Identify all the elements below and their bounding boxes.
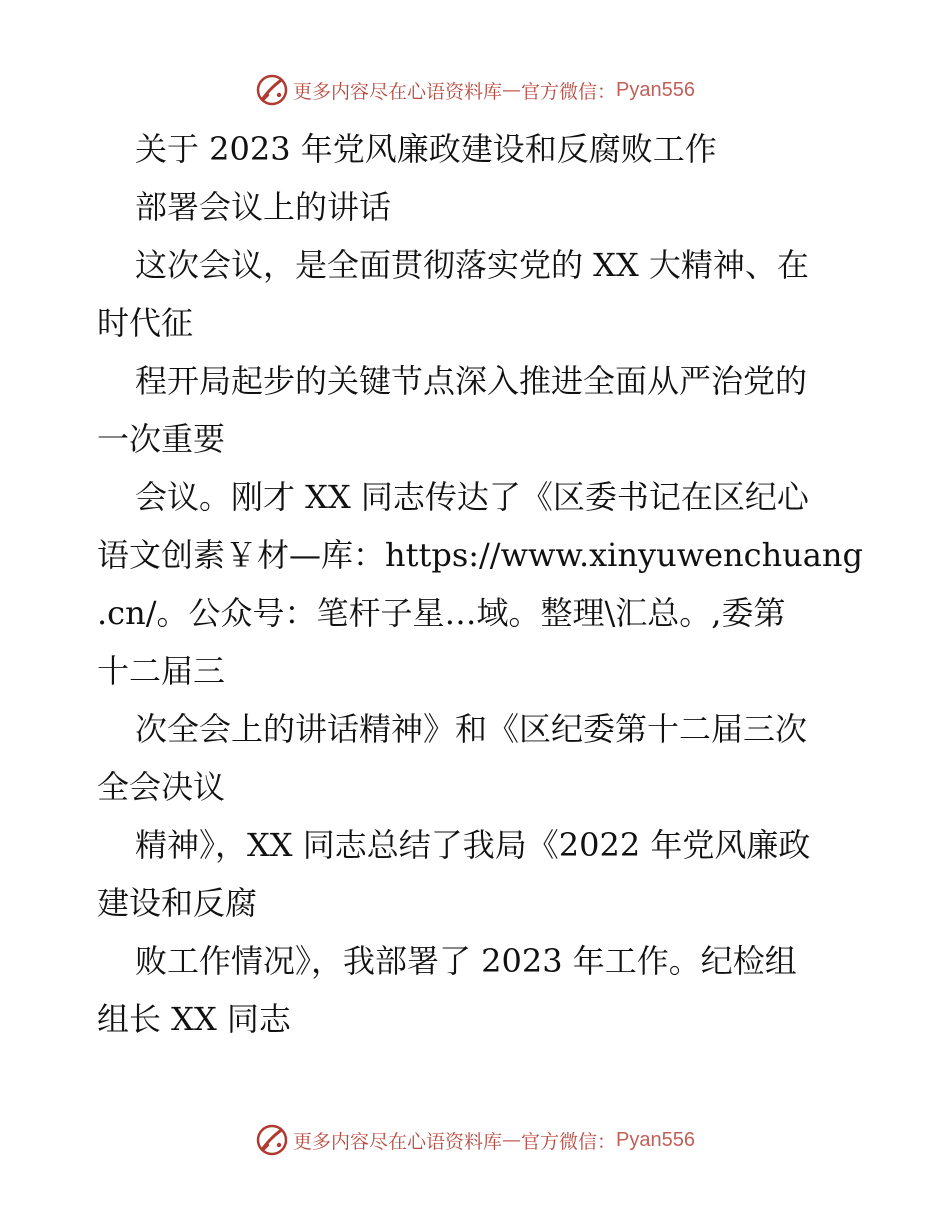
doc-line: 部署会议上的讲话: [135, 188, 392, 226]
watermark-wechat-id: Pyan556: [616, 1128, 695, 1151]
doc-line: 会议。刚才 XX 同志传达了《区委书记在区纪心: [135, 478, 809, 516]
doc-line: 程开局起步的关键节点深入推进全面从严治党的: [135, 362, 808, 400]
doc-line: .cn/。公众号：笔杆子星…域。整理\汇总。,委第: [97, 594, 786, 632]
watermark-footer: [0, 1120, 950, 1160]
watermark-wechat-label: 官方微信：: [521, 80, 617, 103]
brush-logo-icon: [255, 73, 289, 107]
doc-line: 十二届三: [97, 652, 226, 690]
doc-line: 关于 2023 年党风廉政建设和反腐败工作: [135, 130, 717, 168]
watermark-site-text: 更多内容尽在心语资料库: [293, 1130, 503, 1153]
document-body: [97, 120, 863, 1048]
watermark-wechat-id: Pyan556: [616, 78, 695, 101]
watermark-header: [0, 70, 950, 110]
watermark-wechat-label: 官方微信：: [521, 1130, 617, 1153]
doc-line: 败工作情况》，我部署了 2023 年工作。纪检组: [135, 942, 797, 980]
doc-line: 次全会上的讲话精神》和《区纪委第十二届三次: [135, 710, 808, 748]
doc-line: 全会决议: [97, 768, 226, 806]
doc-line: 组长 XX 同志: [97, 1000, 291, 1038]
doc-line: 建设和反腐: [97, 884, 258, 922]
watermark-separator: —: [502, 79, 522, 101]
doc-line: 语文创素￥材—库：https://www.xinyuwenchuang: [97, 536, 863, 574]
doc-line: 时代征: [97, 304, 194, 342]
doc-line: 这次会议，是全面贯彻落实党的 XX 大精神、在: [135, 246, 809, 284]
watermark-site-text: 更多内容尽在心语资料库: [293, 80, 503, 103]
watermark-separator: —: [502, 1129, 522, 1151]
brush-logo-icon: [255, 1123, 289, 1157]
doc-line: 精神》，XX 同志总结了我局《2022 年党风廉政: [135, 826, 811, 864]
doc-line: 一次重要: [97, 420, 226, 458]
